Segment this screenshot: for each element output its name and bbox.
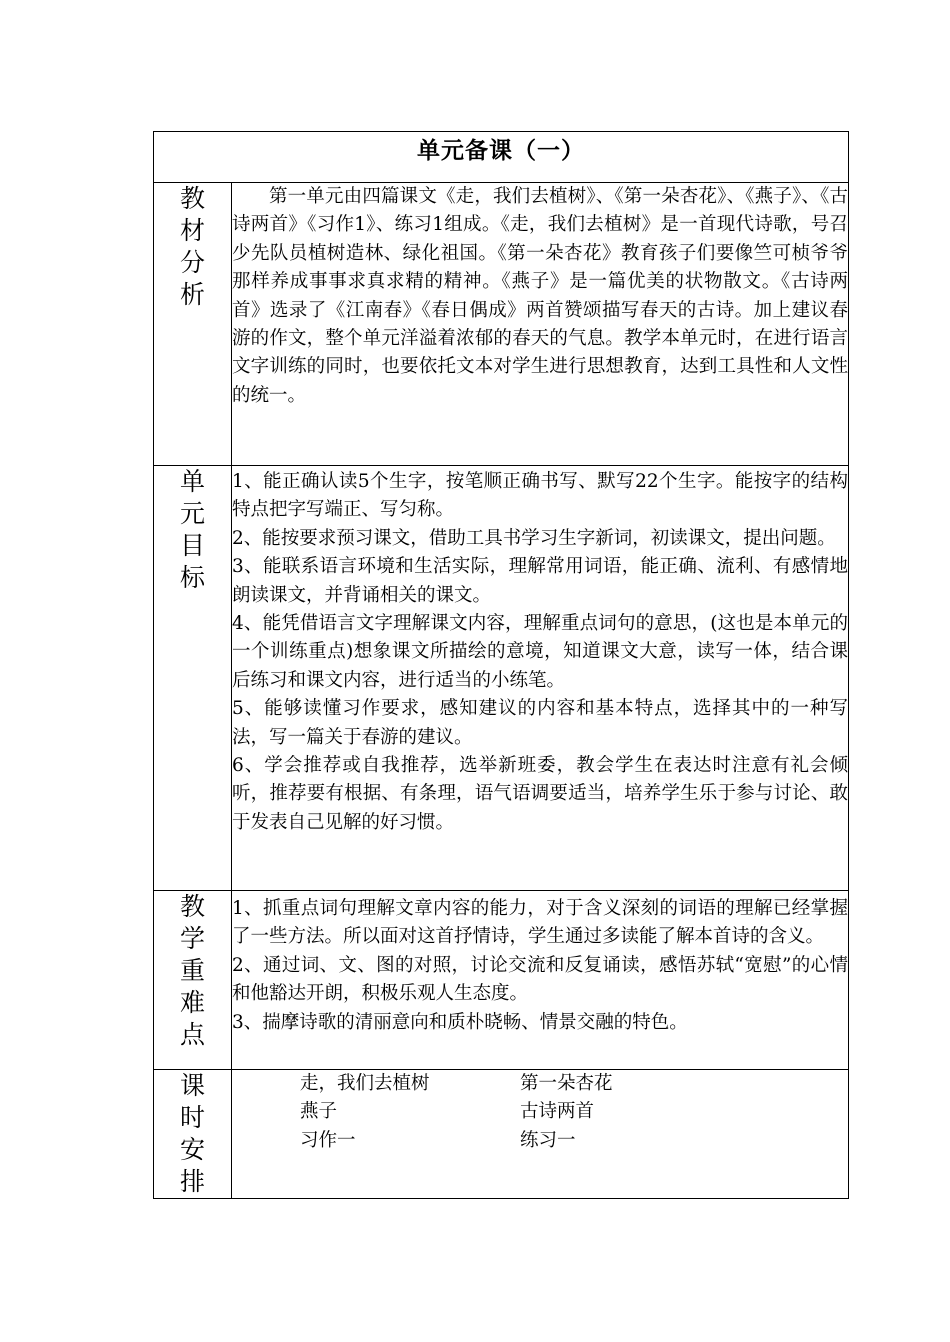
lesson-item: 练习一 [520, 1129, 576, 1151]
goals-row [154, 466, 849, 891]
lesson-item: 古诗两首 [520, 1101, 595, 1123]
goal-item-6: 6、学会推荐或自我推荐，选举新班委，教会学生在表达时注意有礼会倾听，推荐要有根据、有条理，语气语调要适当，培养学生乐于参与讨论、敢于发表自己见解的好习惯。 [232, 755, 848, 833]
analysis-text: 第一单元由四篇课文《走，我们去植树》、《第一朵杏花》、《燕子》、《古诗两首》《习作1》、练习1组成。《走，我们去植树》是一首现代诗歌，号召少先队员植树造林、绿化祖国。《第一朵杏花》教育孩子们要像竺可桢爷爷那样养成事事求真求精的精神。《燕子》是一篇优美的状物散文。《古诗两首》选录了《江南春》《春日偶成》两首赞颂描写春天的古诗。加上建议春游的作文，整个单元洋溢着浓郁的春天的气息。教学本单元时，在进行语言文字训练的同时，也要依托文本对学生进行思想教育，达到工具性和人文性的统一。 [232, 186, 848, 406]
schedule-grid [232, 1070, 848, 1155]
key-points-row [154, 891, 849, 1070]
goal-item-5: 5、能够读懂习作要求，感知建议的内容和基本特点，选择其中的一种写法，写一篇关于春游的建议。 [232, 698, 848, 748]
analysis-label: 教材分析 [179, 184, 205, 309]
key-points-label: 教学重难点 [179, 892, 205, 1049]
goal-item-4: 4、能凭借语言文字理解课文内容，理解重点词句的意思，(这也是本单元的一个训练重点)想象课文所描绘的意境，知道课文大意，读写一体，结合课后练习和课文内容，进行适当的小练笔。 [232, 613, 848, 691]
schedule-label-cell [154, 1070, 232, 1199]
lesson-item: 走，我们去植树 [300, 1073, 430, 1094]
key-point-item-1: 1、抓重点词句理解文章内容的能力，对于含义深刻的词语的理解已经掌握了一些方法。所以面对这首抒情诗，学生通过多读能了解本首诗的含义。 [232, 898, 848, 948]
schedule-row [154, 1070, 849, 1199]
goal-item-3: 3、能联系语言环境和生活实际，理解常用词语，能正确、流利、有感情地朗读课文，并背诵相关的课文。 [232, 556, 848, 606]
document-title: 单元备课（一） [154, 132, 849, 183]
schedule-body [232, 1070, 849, 1199]
lesson-plan-table [153, 131, 849, 1199]
analysis-body [232, 183, 849, 466]
analysis-row [154, 183, 849, 466]
goals-label: 单元目标 [179, 467, 205, 592]
key-points-body [232, 891, 849, 1070]
lesson-item: 燕子 [300, 1101, 338, 1123]
lesson-item: 习作一 [300, 1129, 356, 1151]
goals-body [232, 466, 849, 891]
key-point-item-2: 2、通过词、文、图的对照，讨论交流和反复诵读，感悟苏轼“宽慰”的心情和他豁达开朗，积极乐观人生态度。 [232, 954, 848, 1005]
schedule-label: 课时安排 [179, 1071, 205, 1196]
goal-item-2: 2、能按要求预习课文，借助工具书学习生字新词，初读课文，提出问题。 [232, 527, 836, 549]
goal-item-1: 1、能正确认读5个生字，按笔顺正确书写、默写22个生字。能按字的结构特点把字写端正、写匀称。 [232, 471, 848, 521]
analysis-label-cell [154, 183, 232, 466]
key-points-label-cell [154, 891, 232, 1070]
lesson-item: 第一朵杏花 [520, 1073, 613, 1094]
goals-label-cell [154, 466, 232, 891]
key-point-item-3: 3、揣摩诗歌的清丽意向和质朴晓畅、情景交融的特色。 [232, 1011, 688, 1033]
